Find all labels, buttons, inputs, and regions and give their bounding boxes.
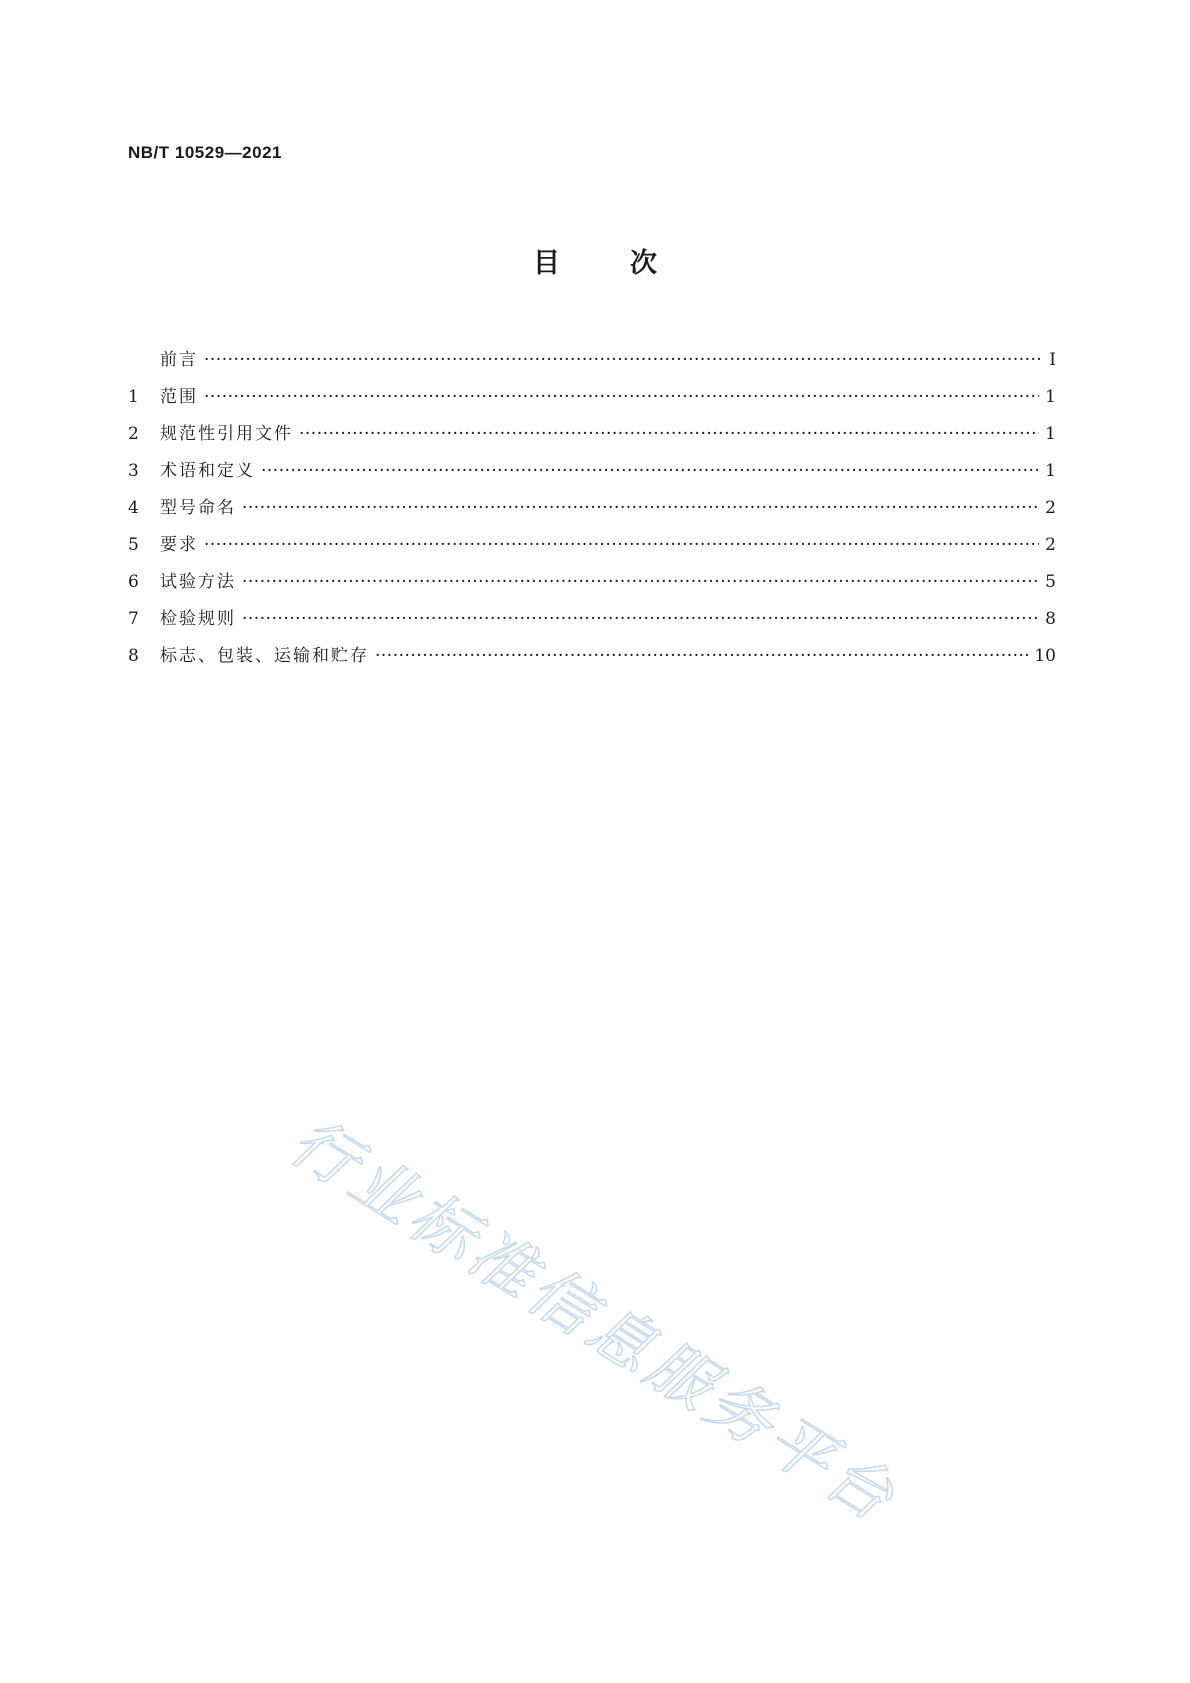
toc-entry-number: 6	[128, 572, 139, 592]
toc-dot-leader	[242, 490, 1039, 527]
toc-dot-leader	[204, 527, 1039, 564]
toc-dot-leader	[299, 416, 1039, 453]
toc-entry-page: 8	[1045, 609, 1056, 629]
toc-entry-number: 8	[128, 646, 139, 666]
standard-code: NB/T 10529—2021	[128, 143, 282, 162]
toc-entry-page: 2	[1045, 535, 1056, 555]
toc-entry-number: 5	[128, 535, 139, 555]
toc-entry-label: 标志、包装、运输和贮存	[160, 646, 369, 666]
toc-dot-leader	[242, 564, 1039, 601]
toc-entry-model-naming[interactable]	[128, 490, 1056, 527]
toc-entry-label: 范围	[160, 387, 198, 407]
toc-entry-number: 2	[128, 424, 139, 444]
toc-entry-terms-definitions[interactable]	[128, 453, 1056, 490]
toc-entry-label: 前言	[160, 350, 198, 370]
toc-title-char-2: 次	[630, 248, 657, 279]
toc-entry-label: 型号命名	[160, 498, 236, 518]
toc-entry-number: 1	[128, 387, 139, 407]
toc-dot-leader	[261, 453, 1039, 490]
toc-entry-number: 3	[128, 461, 139, 481]
watermark: 行业标准信息服务平台	[277, 1104, 911, 1539]
toc-dot-leader	[375, 638, 1028, 675]
toc-entry-page: 10	[1034, 646, 1056, 666]
toc-entry-label: 要求	[160, 535, 198, 555]
toc-entry-page: 1	[1045, 424, 1056, 444]
toc-entry-number: 7	[128, 609, 139, 629]
toc-entry-page: 5	[1045, 572, 1056, 592]
toc-entry-page: 2	[1045, 498, 1056, 518]
toc-entry-requirements[interactable]	[128, 527, 1056, 564]
toc-entry-label: 试验方法	[160, 572, 236, 592]
toc-entry-normative-references[interactable]	[128, 416, 1056, 453]
toc-entry-page: 1	[1045, 387, 1056, 407]
toc-dot-leader	[242, 601, 1039, 638]
toc-title	[0, 244, 1190, 284]
toc-entry-label: 术语和定义	[160, 461, 255, 481]
toc-entry-scope[interactable]	[128, 379, 1056, 416]
toc-entry-page: 1	[1045, 461, 1056, 481]
toc-entry-test-methods[interactable]	[128, 564, 1056, 601]
toc-entry-foreword[interactable]	[128, 342, 1056, 379]
toc-dot-leader	[204, 379, 1039, 416]
toc-entry-inspection-rules[interactable]	[128, 601, 1056, 638]
toc-entry-label: 检验规则	[160, 609, 236, 629]
toc-entry-number: 4	[128, 498, 139, 518]
toc-entry-marking-packaging[interactable]	[128, 638, 1056, 675]
toc-entry-page: Ⅰ	[1049, 350, 1056, 370]
table-of-contents	[128, 342, 1056, 675]
toc-title-char-1: 目	[533, 248, 560, 279]
toc-entry-label: 规范性引用文件	[160, 424, 293, 444]
toc-dot-leader	[204, 342, 1040, 379]
